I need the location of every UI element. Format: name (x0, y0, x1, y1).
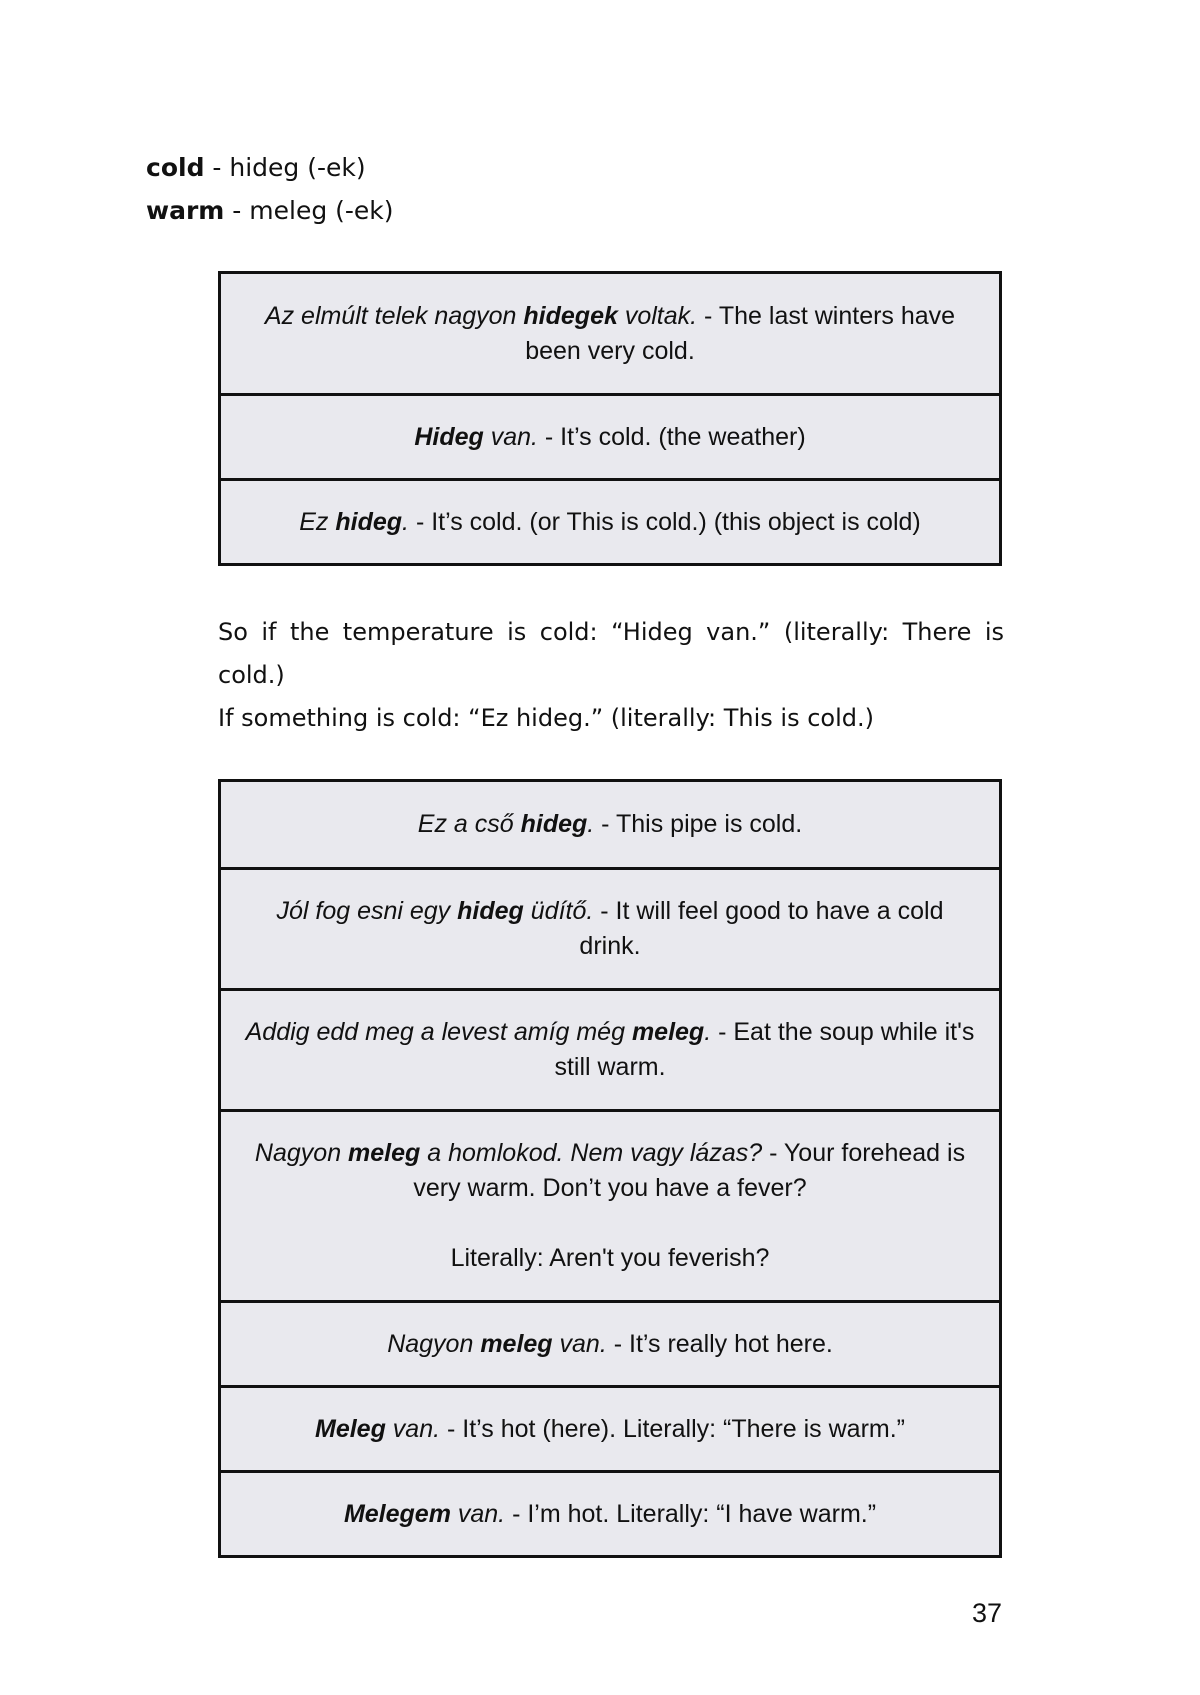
example-row (221, 1300, 999, 1385)
hungarian-sentence: Nagyon meleg a homlokod. Nem vagy lázas? (254, 1139, 763, 1167)
example-row (221, 988, 999, 1109)
example-row (221, 782, 999, 867)
english-translation: - I’m hot. Literally: “I have warm.” (505, 1499, 877, 1528)
vocab-english-word: warm (146, 196, 225, 225)
hungarian-sentence: Nagyon meleg van. (387, 1329, 607, 1358)
vocab-item-warm (146, 189, 394, 232)
example-text (299, 505, 920, 540)
hungarian-sentence: Melegem van. (343, 1499, 506, 1528)
vocab-hungarian: - meleg (-ek) (224, 196, 394, 225)
example-text (245, 894, 975, 964)
example-row (221, 274, 999, 393)
hungarian-sentence: Az elmúlt telek nagyon hidegek voltak. (264, 301, 698, 330)
example-text (245, 1136, 975, 1276)
hungarian-sentence: Jól fog esni egy hideg üdítő. (276, 897, 594, 925)
example-table-cold-warm (218, 779, 1002, 1558)
page-number: 37 (971, 1598, 1002, 1628)
english-translation: - It’s hot (here). Literally: “There is warm.” (440, 1414, 905, 1443)
example-row (221, 1470, 999, 1555)
explanation-line: If something is cold: “Ez hideg.” (literally: This is cold.) (218, 704, 874, 732)
example-text (387, 1327, 833, 1362)
english-translation: - It’s cold. (or This is cold.) (this object is cold) (409, 507, 921, 536)
vocab-english-word: cold (146, 153, 205, 182)
example-row (221, 1109, 999, 1300)
english-translation: - The last winters have been very cold. (525, 301, 956, 365)
example-text (414, 420, 805, 455)
hungarian-sentence: Ez a cső hideg. (417, 810, 595, 838)
english-translation: - It will feel good to have a cold drink. (579, 897, 944, 960)
english-translation: - Eat the soup while it's still warm. (554, 1018, 975, 1081)
explanation-paragraph (218, 611, 1004, 740)
vocabulary-list (146, 146, 394, 232)
english-translation: - This pipe is cold. (594, 810, 803, 838)
literal-note: Literally: Aren't you feverish? (450, 1244, 770, 1272)
example-text (315, 1412, 905, 1447)
example-row (221, 393, 999, 478)
explanation-line: So if the temperature is cold: “Hideg van.” (literally: There is cold.) (218, 618, 1004, 689)
english-translation: - It’s really hot here. (606, 1329, 833, 1358)
example-text (418, 807, 802, 842)
hungarian-sentence: Hideg van. (414, 422, 538, 451)
vocab-hungarian: - hideg (-ek) (204, 153, 366, 182)
example-text (245, 299, 975, 369)
example-row (221, 1385, 999, 1470)
vocab-item-cold (146, 146, 394, 189)
hungarian-sentence: Ez hideg. (299, 507, 409, 536)
hungarian-sentence: Addig edd meg a levest amíg még meleg. (245, 1018, 712, 1046)
example-table-cold (218, 271, 1002, 566)
example-text (344, 1497, 876, 1532)
english-translation: - Your forehead is very warm. Don’t you have a fever? (413, 1139, 966, 1202)
hungarian-sentence: Meleg van. (315, 1414, 441, 1443)
example-row (221, 867, 999, 988)
english-translation: - It’s cold. (the weather) (537, 422, 806, 451)
example-text (245, 1015, 975, 1085)
example-row (221, 478, 999, 563)
